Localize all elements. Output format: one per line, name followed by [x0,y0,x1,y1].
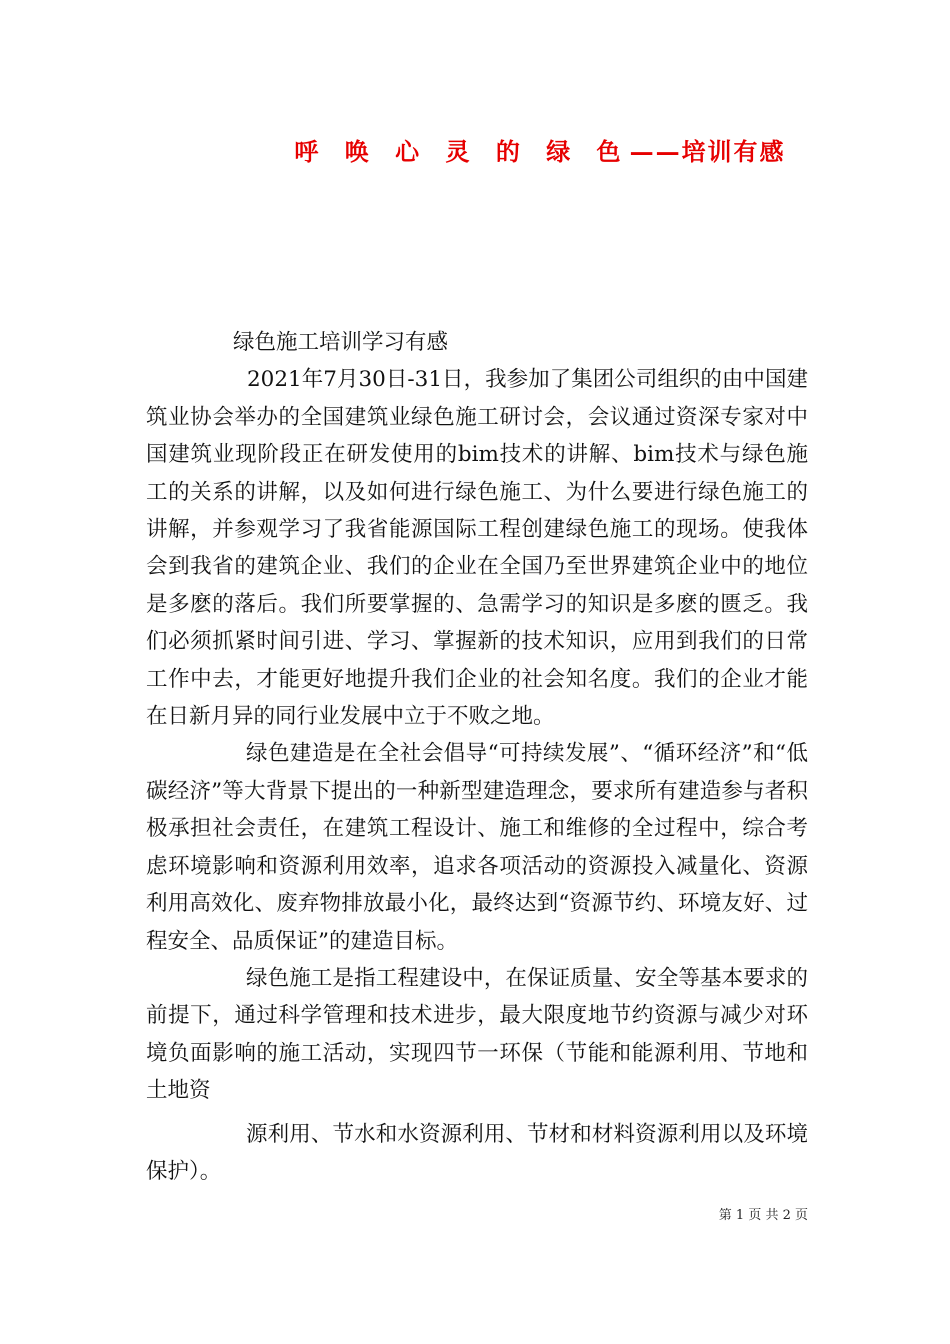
document-title [0,132,950,167]
paragraph-3: 绿色施工是指工程建设中，在保证质量、安全等基本要求的前提下，通过科学管理和技术进步，最大限度地节约资源与减少对环境负面影响的施工活动，实现四节一环保（节能和能源利用、节地和土地资 [146,965,808,1104]
document-title-suffix: ——培训有感 [629,137,786,166]
paragraph-2: 绿色建造是在全社会倡导“可持续发展”、“循环经济”和“低碳经济”等大背景下提出的一种新型建造理念，要求所有建造参与者积极承担社会责任，在建筑工程设计、施工和维修的全过程中，综合考虑环境影响和资源利用效率，追求各项活动的资源投入减量化、资源利用高效化、废弃物排放最小化，最终达到“资源节约、环境友好、过程安全、品质保证”的建造目标。 [146,741,808,954]
document-body [146,324,808,1190]
page-number: 第 1 页 共 2 页 [718,1208,808,1223]
document-title-main: 呼 唤 心 灵 的 绿 色 [294,137,630,166]
paragraph-1: 2021年7月30日-31日，我参加了集团公司组织的由中国建筑业协会举办的全国建筑业绿色施工研讨会，会议通过资深专家对中国建筑业现阶段正在研发使用的bim技术的讲解、bim技术与绿色施工的关系的讲解，以及如何进行绿色施工、为什么要进行绿色施工的讲解，并参观学习了我省能源国际工程创建绿色施工的现场。使我体会到我省的建筑企业、我们的企业在全国乃至世界建筑企业中的地位是多麽的落后。我们所要掌握的、急需学习的知识是多麽的匮乏。我们必须抓紧时间引进、学习、掌握新的技术知识，应用到我们的日常工作中去，才能更好地提升我们企业的社会知名度。我们的企业才能在日新月异的同行业发展中立于不败之地。 [146,367,808,730]
paragraph-4: 源利用、节水和水资源利用、节材和材料资源利用以及环境保护）。 [146,1121,808,1184]
document-subtitle: 绿色施工培训学习有感 [233,330,449,355]
